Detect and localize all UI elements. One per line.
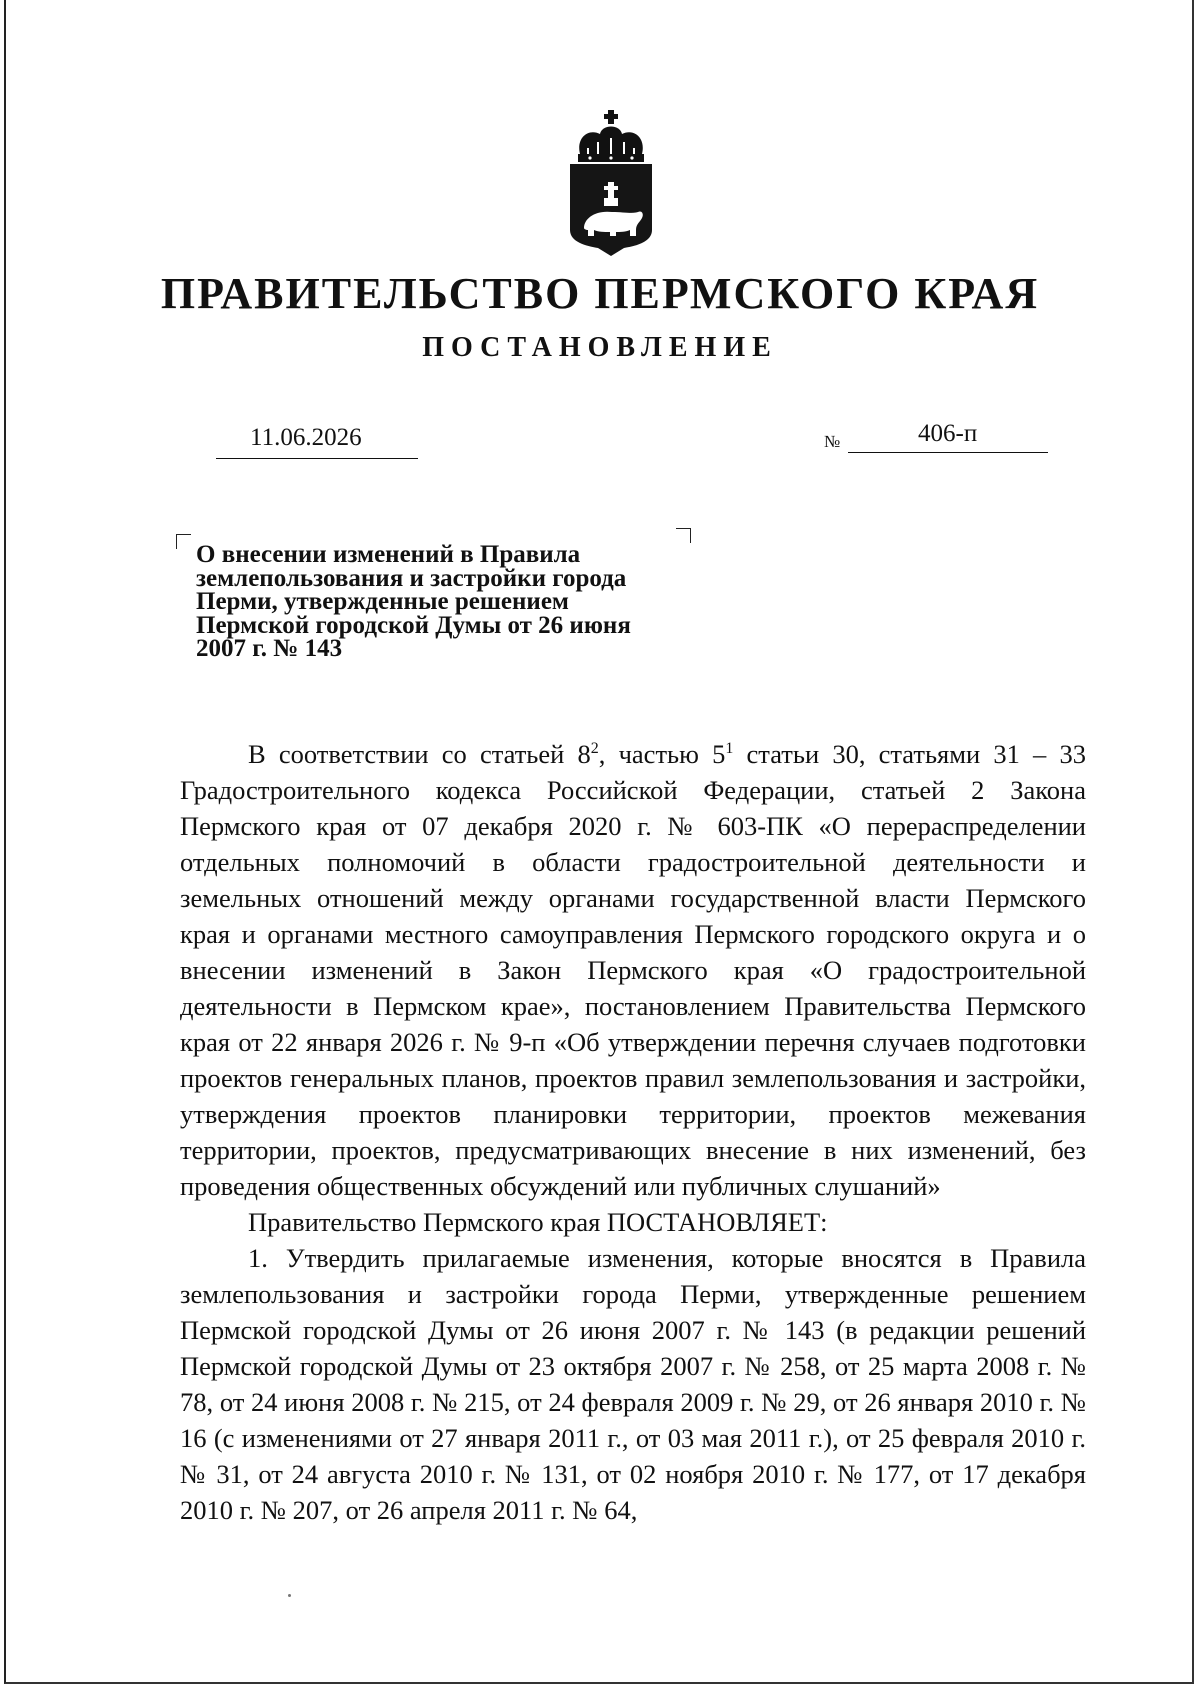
date-underline [216,458,418,459]
subject-line: Пермской городской Думы от 26 июня [196,611,631,639]
subject-corner-mark-right [676,528,691,543]
subject-corner-mark-left [176,534,191,549]
subject-line: 2007 г. № 143 [196,635,343,662]
document-type: ПОСТАНОВЛЕНИЕ [422,332,778,363]
preamble-text: В соответствии со статьей 8 [248,739,591,769]
government-title: ПРАВИТЕЛЬСТВО ПЕРМСКОГО КРАЯ [160,269,1040,318]
subject-line: О внесении изменений в Правила [196,541,581,568]
document-date: 11.06.2026 [250,424,362,451]
document-number: 406-п [918,420,978,447]
number-underline [848,452,1048,453]
superscript: 1 [725,740,734,758]
decree-paragraph: Правительство Пермского края ПОСТАНОВЛЯЕТ: [248,1207,828,1237]
scan-speck [288,1594,291,1597]
preamble-paragraph [180,736,1086,1204]
subject-line: Перми, утвержденные решением [196,588,569,615]
document-subject [196,543,696,661]
superscript: 2 [590,740,599,758]
subject-line: землепользования и застройки города [196,564,627,592]
document-body [180,736,1086,1528]
preamble-text: статьи 30, статьями 31 – 33 Градостроительного кодекса Российской Федерации, статьей 2 Закона Пермского края от 07 декабря 2020 г. № 603-ПК «О перераспределении отдельных полномочий в области градостроительной деятельности и земельных отношений между органами государственной власти Пермского края и органами местного самоуправления Пермского городского округа и о внесении изменений в Закон Пермского края «О градостроительной деятельности в Пермском крае», постановлением Правительства Пермского края от 22 января 2026 г. № 9-п «Об утверждении перечня случаев подготовки проектов генеральных планов, проектов правил землепользования и застройки, утверждения проектов планировки территории, проектов межевания территории, проектов, предусматривающих внесение в них изменений, без проведения общественных обсуждений или публичных слушаний» [180,739,1086,1201]
number-sign: № [824,432,841,451]
preamble-text: , частью 5 [598,739,726,769]
coat-of-arms-icon [566,108,656,256]
item-1-paragraph: 1. Утвердить прилагаемые изменения, которые вносятся в Правила землепользования и застройки города Перми, утвержденные решением Пермской городской Думы от 26 июня 2007 г. № 143 (в редакции решений Пермской городской Думы от 23 октября 2007 г. № 258, от 25 марта 2008 г. № 78, от 24 июня 2008 г. № 215, от 24 февраля 2009 г. № 29, от 26 января 2010 г. № 16 (с изменениями от 27 января 2011 г., от 03 мая 2011 г.), от 25 февраля 2010 г. № 31, от 24 августа 2010 г. № 131, от 02 ноября 2010 г. № 177, от 17 декабря 2010 г. № 207, от 26 апреля 2011 г. № 64, [180,1243,1086,1525]
